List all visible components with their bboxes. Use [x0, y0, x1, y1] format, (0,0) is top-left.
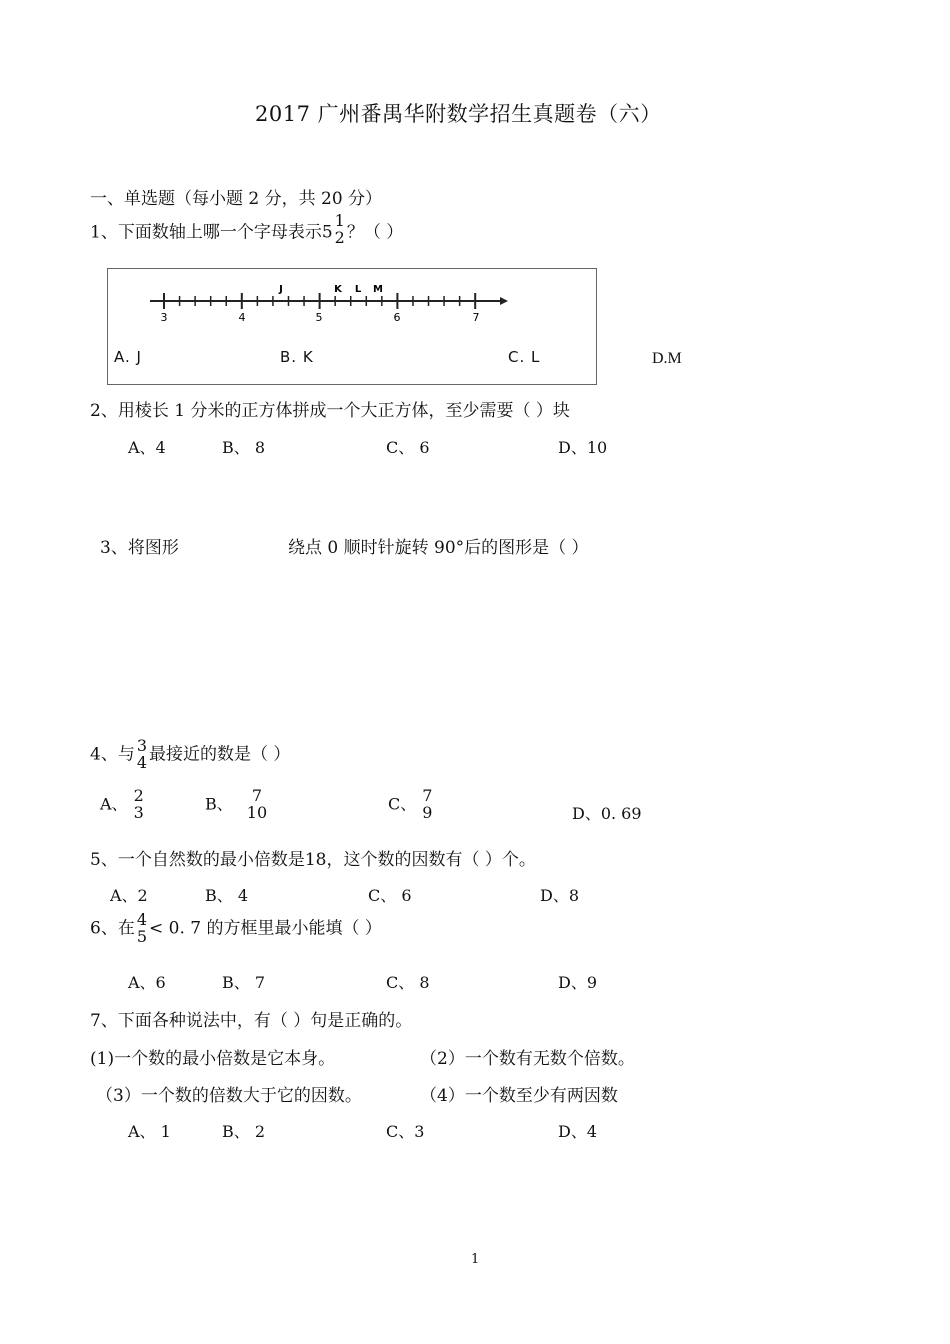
- q6-option-b[interactable]: B、 7: [222, 973, 266, 992]
- q7-option-b[interactable]: B、 2: [222, 1122, 266, 1141]
- q7-statement-2: （2）一个数有无数个倍数。: [420, 1049, 635, 1069]
- q1-option-a[interactable]: A. J: [114, 348, 142, 366]
- q7-statement-1: (1)一个数的最小倍数是它本身。: [90, 1049, 336, 1069]
- tick-label-5: 5: [315, 311, 323, 324]
- q3-suffix: 绕点 0 顺时针旋转 90°后的图形是（ ）: [288, 538, 589, 558]
- q4-prefix: 4、与: [90, 744, 135, 765]
- q4-option-a-fraction: [134, 788, 144, 822]
- q5-option-a[interactable]: A、2: [110, 886, 148, 905]
- q2-option-a[interactable]: A、4: [128, 438, 166, 457]
- q7-option-a[interactable]: A、 1: [128, 1122, 171, 1141]
- q6-frac-num: 4: [136, 910, 148, 929]
- q1-fraction: [335, 213, 345, 247]
- question-7: 7、下面各种说法中，有（ ）句是正确的。: [90, 1011, 413, 1031]
- q1-whole: 5: [321, 222, 333, 243]
- letter-l: L: [354, 284, 362, 295]
- q2-option-c[interactable]: C、 6: [386, 438, 430, 457]
- question-6: [90, 912, 382, 946]
- q3-prefix: 3、将图形: [100, 538, 179, 558]
- letter-k: K: [334, 284, 342, 295]
- letter-m: M: [373, 284, 383, 295]
- number-line-figure: [107, 268, 597, 385]
- section-heading: 一、单选题（每小题 2 分，共 20 分）: [90, 189, 383, 209]
- question-1: [90, 211, 404, 250]
- q1-option-c[interactable]: C. L: [508, 348, 541, 366]
- tick-label-4: 4: [238, 311, 246, 324]
- q6-suffix: < 0. 7 的方框里最小能填（ ）: [149, 918, 382, 939]
- q4-option-a[interactable]: [100, 788, 146, 822]
- q4-frac-num: 3: [136, 736, 148, 755]
- letter-j: J: [279, 284, 283, 295]
- q1-suffix: ？（ ）: [346, 222, 404, 243]
- q4-option-c-label: C、: [388, 794, 417, 814]
- q6-frac-den: 5: [136, 926, 148, 946]
- number-line-ticks: [164, 293, 475, 309]
- q5-option-d[interactable]: D、8: [540, 886, 580, 905]
- q1-frac-num: 1: [334, 211, 345, 230]
- q4-option-c-fraction: [422, 788, 432, 822]
- q1-option-b[interactable]: B. K: [280, 348, 314, 366]
- q7-option-d[interactable]: D、4: [558, 1122, 598, 1141]
- q5-option-b[interactable]: B、 4: [205, 886, 249, 905]
- q4-option-b-label: B、: [205, 794, 233, 814]
- question-2: 2、用棱长 1 分米的正方体拼成一个大正方体，至少需要（ ）块: [90, 401, 570, 421]
- q4-a-num: 2: [133, 786, 144, 805]
- q6-option-a[interactable]: A、6: [128, 973, 166, 992]
- q4-frac-den: 4: [136, 752, 148, 772]
- q6-prefix: 6、在: [90, 918, 135, 939]
- q4-option-b[interactable]: [205, 788, 269, 822]
- question-4: [90, 738, 290, 772]
- q4-b-den: 10: [246, 802, 268, 822]
- q4-c-num: 7: [422, 786, 433, 805]
- q4-option-d[interactable]: D、0. 69: [572, 804, 642, 823]
- page-title: 2017 广州番禺华附数学招生真题卷（六）: [255, 102, 662, 126]
- q2-option-b[interactable]: B、 8: [222, 438, 266, 457]
- number-line-svg: [108, 269, 596, 384]
- q6-fraction: [137, 912, 147, 946]
- q4-suffix: 最接近的数是（ ）: [149, 744, 291, 765]
- page-number: 1: [471, 1252, 480, 1267]
- q2-option-d[interactable]: D、10: [558, 438, 608, 457]
- tick-label-3: 3: [160, 311, 168, 324]
- q6-option-d[interactable]: D、9: [558, 973, 598, 992]
- q1-frac-den: 2: [334, 227, 345, 247]
- q4-b-num: 7: [251, 786, 263, 805]
- number-line-arrow: [500, 297, 508, 305]
- q4-a-den: 3: [133, 802, 144, 822]
- tick-label-6: 6: [393, 311, 401, 324]
- q4-c-den: 9: [422, 802, 433, 822]
- q5-option-c[interactable]: C、 6: [368, 886, 412, 905]
- tick-label-7: 7: [472, 311, 480, 324]
- question-5: 5、一个自然数的最小倍数是18，这个数的因数有（ ）个。: [90, 850, 536, 870]
- q1-option-d[interactable]: D.M: [652, 350, 682, 367]
- q7-option-c[interactable]: C、3: [386, 1122, 425, 1141]
- q4-option-b-fraction: [247, 788, 267, 822]
- q6-option-c[interactable]: C、 8: [386, 973, 430, 992]
- q7-statement-4: （4）一个数至少有两因数: [420, 1086, 618, 1106]
- q1-prefix: 1、下面数轴上哪一个字母表示: [90, 222, 322, 243]
- q4-fraction: [137, 738, 147, 772]
- q7-statement-3: （3）一个数的倍数大于它的因数。: [96, 1086, 362, 1106]
- q4-option-a-label: A、: [100, 794, 128, 814]
- q4-option-c[interactable]: [388, 788, 434, 822]
